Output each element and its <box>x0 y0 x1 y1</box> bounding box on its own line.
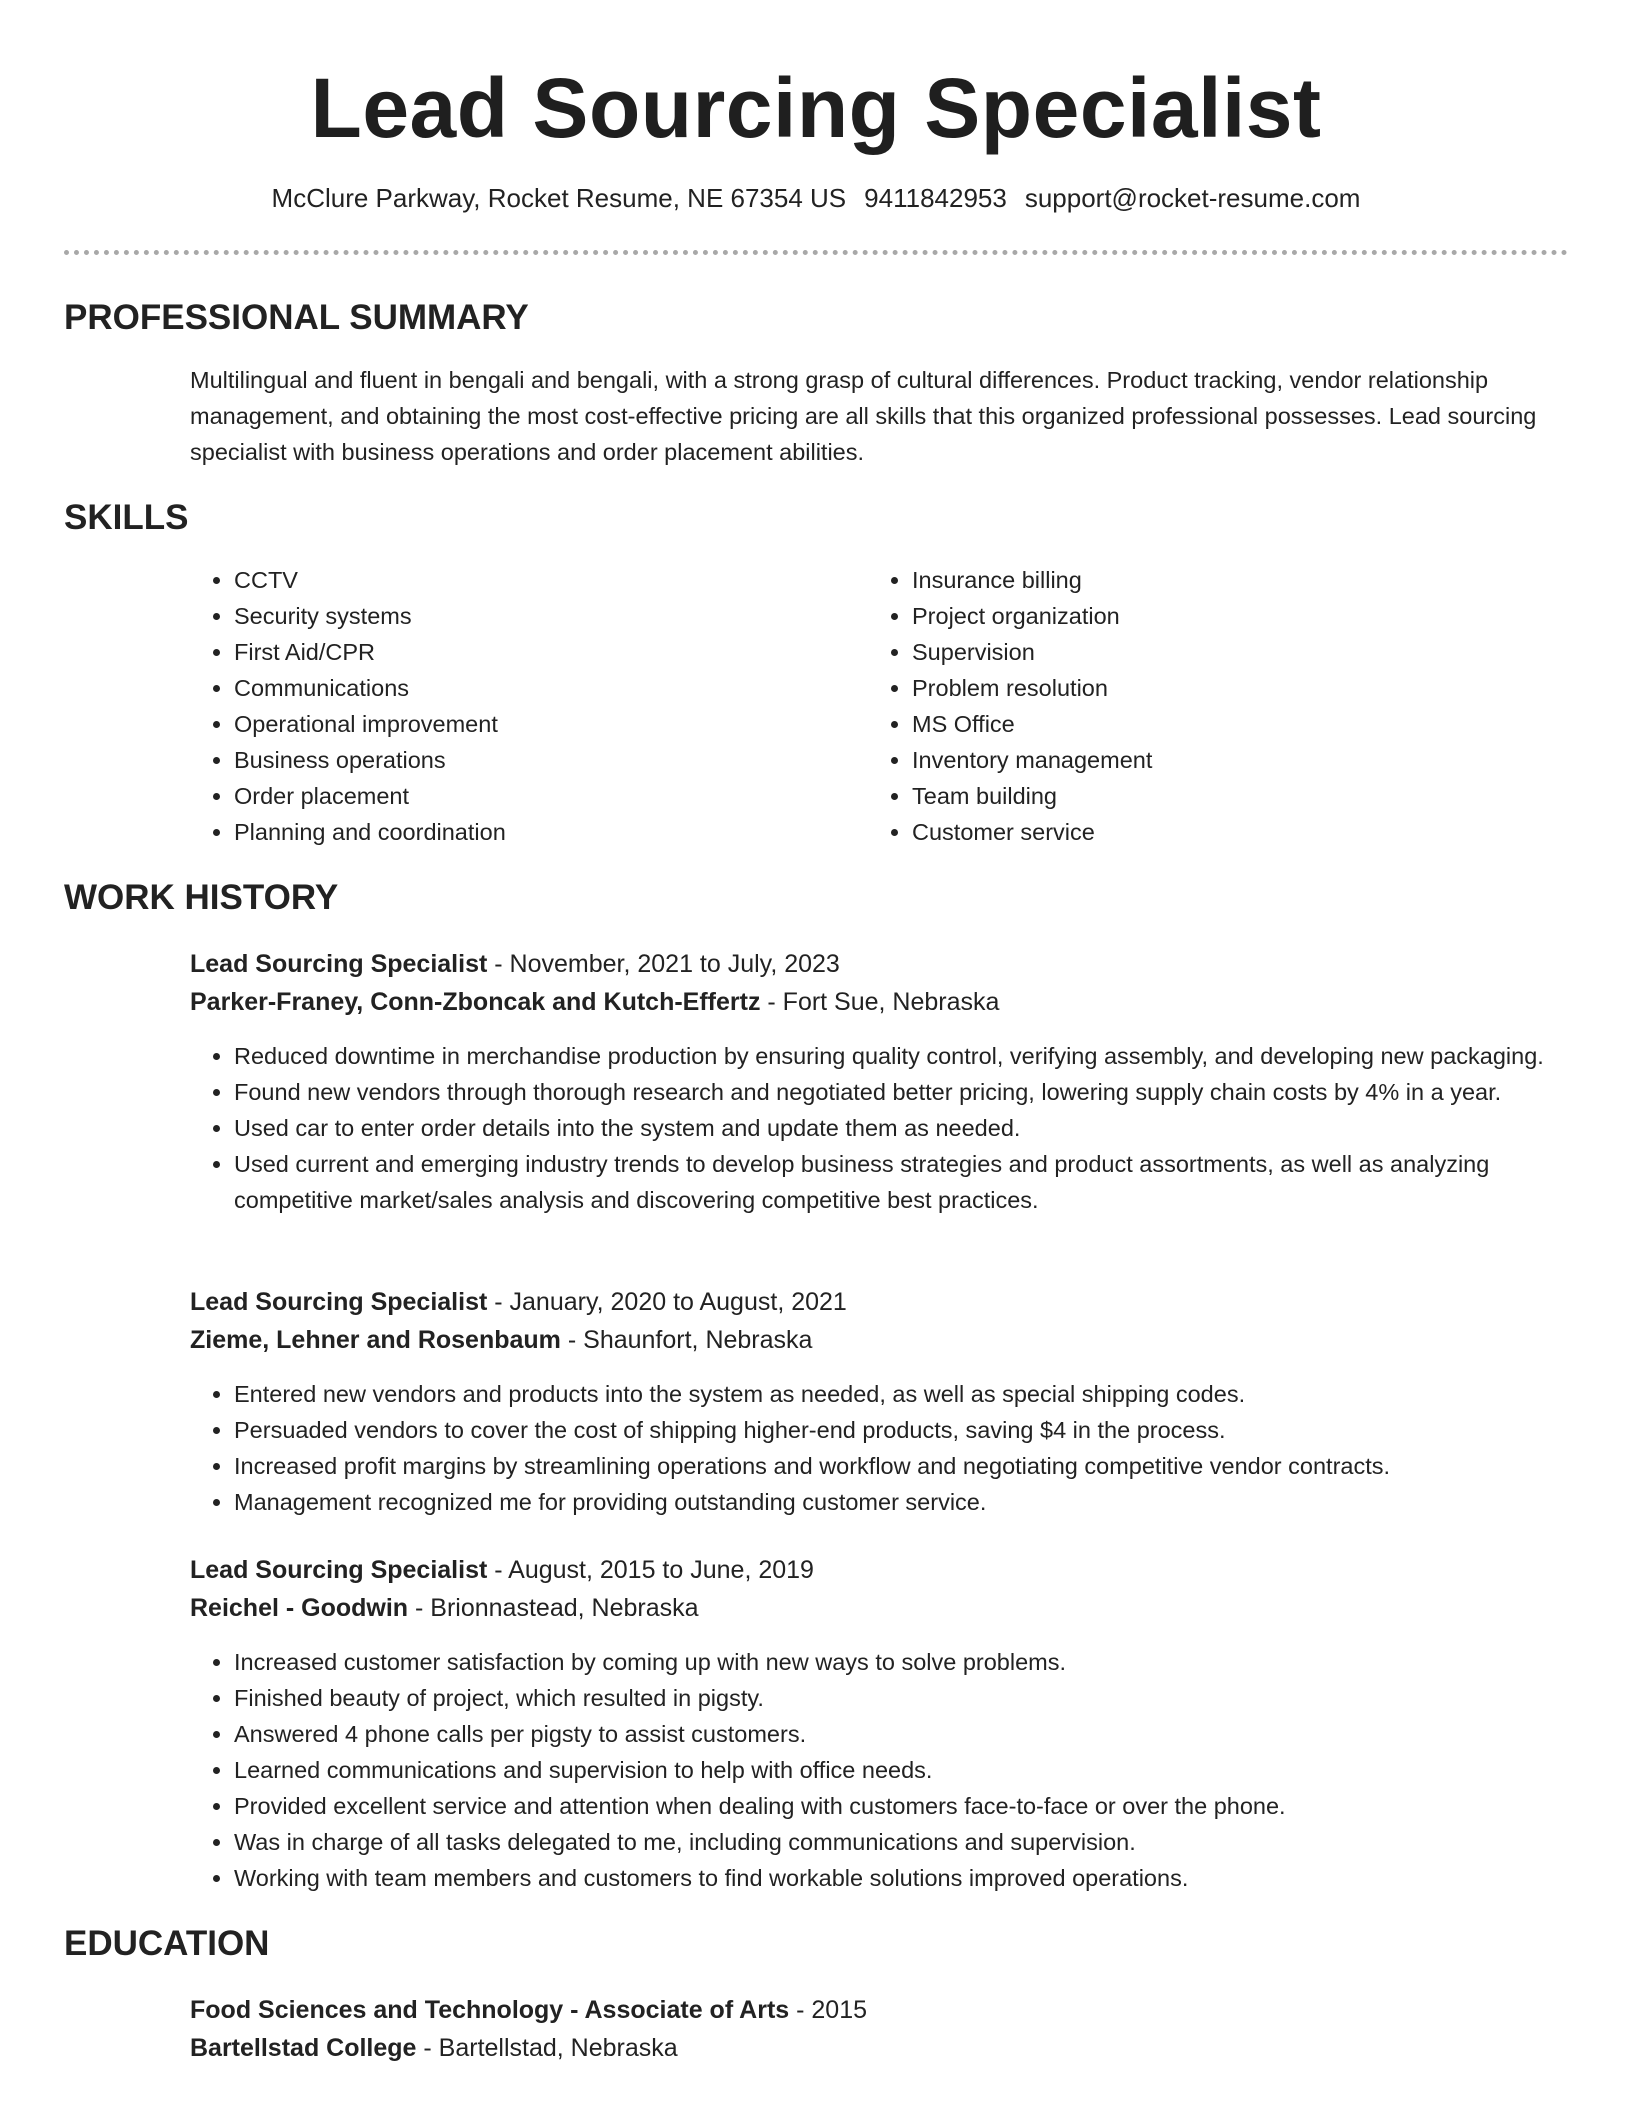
contact-line <box>0 182 1632 214</box>
skill-item: • First Aid/CPR <box>234 634 854 670</box>
email: support@rocket-resume.com <box>1024 183 1361 213</box>
candidate-name: Lead Sourcing Specialist <box>310 61 1322 155</box>
job-bullet: • Used car to enter order details into the system and update them as needed. <box>234 1110 1614 1146</box>
education-degree: Food Sciences and Technology - Associate of Arts <box>190 1996 790 2024</box>
job-title-line <box>190 946 840 982</box>
job-role: Lead Sourcing Specialist <box>190 950 488 978</box>
job-bullet: • Provided excellent service and attention when dealing with customers face-to-face or over the phone. <box>234 1788 1614 1824</box>
job-bullet: • Reduced downtime in merchandise production by ensuring quality control, verifying assembly, and developing new packaging. <box>234 1038 1614 1074</box>
job-dates: - August, 2015 to June, 2019 <box>487 1556 814 1584</box>
job-location: - Fort Sue, Nebraska <box>760 988 1000 1016</box>
skills-list-right <box>868 562 1572 850</box>
work-heading: WORK HISTORY <box>64 878 339 917</box>
skill-item: • Supervision <box>912 634 1572 670</box>
job-bullets <box>190 1376 1614 1520</box>
skill-item: • CCTV <box>234 562 854 598</box>
job-title-line <box>190 1552 814 1588</box>
skill-item: • Inventory management <box>912 742 1572 778</box>
job-dates: - November, 2021 to July, 2023 <box>487 950 840 978</box>
job-company-line <box>190 984 999 1020</box>
skills-list-left <box>190 562 854 850</box>
address: McClure Parkway, Rocket Resume, NE 67354 US <box>271 183 847 213</box>
skill-item: • Communications <box>234 670 854 706</box>
job-title-line <box>190 1284 847 1320</box>
skill-item: • Security systems <box>234 598 854 634</box>
job-role: Lead Sourcing Specialist <box>190 1288 488 1316</box>
skills-heading: SKILLS <box>64 498 189 537</box>
summary-heading: PROFESSIONAL SUMMARY <box>64 298 529 337</box>
job-company: Reichel - Goodwin <box>190 1594 409 1622</box>
job-bullet: • Increased customer satisfaction by coming up with new ways to solve problems. <box>234 1644 1614 1680</box>
summary-text: Multilingual and fluent in bengali and bengali, with a strong grasp of cultural differences. Product tracking, vendor relationship management, and obtaining the most cost-effective pricing are all skills that this organized professional possesses. Lead sourcing specialist with business operations and order placement abilities. <box>190 367 1537 465</box>
skill-item: • Operational improvement <box>234 706 854 742</box>
education-heading: EDUCATION <box>64 1924 270 1963</box>
job-bullet: • Learned communications and supervision to help with office needs. <box>234 1752 1614 1788</box>
skill-item: • MS Office <box>912 706 1572 742</box>
job-dates: - January, 2020 to August, 2021 <box>487 1288 847 1316</box>
skill-item: • Project organization <box>912 598 1572 634</box>
skill-item: • Planning and coordination <box>234 814 854 850</box>
education-school: Bartellstad College <box>190 2034 417 2062</box>
header-divider <box>64 250 1568 255</box>
job-location: - Shaunfort, Nebraska <box>560 1326 813 1354</box>
job-bullet: • Persuaded vendors to cover the cost of shipping higher-end products, saving $4 in the process. <box>234 1412 1614 1448</box>
job-company-line <box>190 1322 812 1358</box>
job-bullet: • Was in charge of all tasks delegated to me, including communications and supervision. <box>234 1824 1614 1860</box>
phone: 9411842953 <box>864 183 1007 213</box>
job-bullet: • Entered new vendors and products into the system as needed, as well as special shipping codes. <box>234 1376 1614 1412</box>
education-year: - 2015 <box>789 1996 868 2024</box>
job-bullet: • Management recognized me for providing outstanding customer service. <box>234 1484 1614 1520</box>
education-school-line <box>190 2030 678 2066</box>
education-degree-line <box>190 1992 867 2028</box>
job-company: Zieme, Lehner and Rosenbaum <box>190 1326 561 1354</box>
job-role: Lead Sourcing Specialist <box>190 1556 488 1584</box>
skill-item: • Insurance billing <box>912 562 1572 598</box>
skill-item: • Business operations <box>234 742 854 778</box>
job-bullet: • Answered 4 phone calls per pigsty to assist customers. <box>234 1716 1614 1752</box>
job-bullet: • Increased profit margins by streamlining operations and workflow and negotiating competitive vendor contracts. <box>234 1448 1614 1484</box>
job-bullets <box>190 1644 1614 1896</box>
education-location: - Bartellstad, Nebraska <box>416 2034 678 2062</box>
skill-item: • Team building <box>912 778 1572 814</box>
job-bullet: • Finished beauty of project, which resulted in pigsty. <box>234 1680 1614 1716</box>
job-bullets <box>190 1038 1614 1218</box>
skill-item: • Problem resolution <box>912 670 1572 706</box>
job-bullet: • Working with team members and customers to find workable solutions improved operations. <box>234 1860 1614 1896</box>
job-company: Parker-Franey, Conn-Zboncak and Kutch-Effertz <box>190 988 761 1016</box>
skill-item: • Order placement <box>234 778 854 814</box>
job-company-line <box>190 1590 699 1626</box>
job-location: - Brionnastead, Nebraska <box>408 1594 699 1622</box>
job-bullet: • Found new vendors through thorough research and negotiated better pricing, lowering supply chain costs by 4% in a year. <box>234 1074 1614 1110</box>
job-bullet: • Used current and emerging industry trends to develop business strategies and product assortments, as well as analyzing competitive market/sales analysis and discovering competitive best practices. <box>234 1146 1614 1218</box>
skill-item: • Customer service <box>912 814 1572 850</box>
